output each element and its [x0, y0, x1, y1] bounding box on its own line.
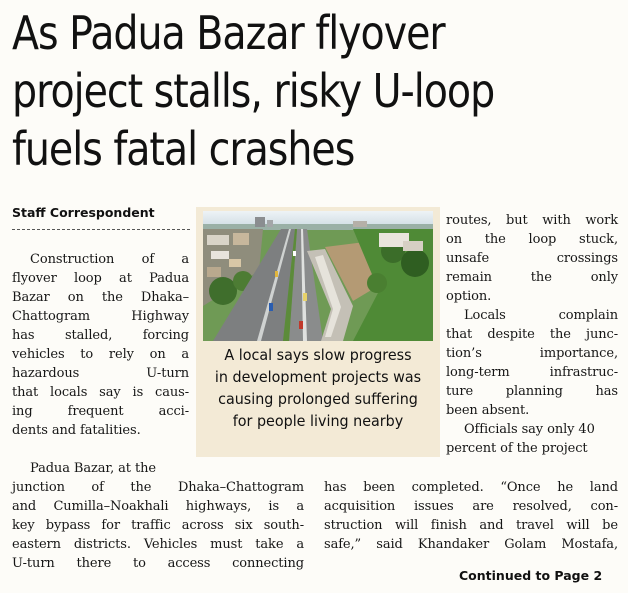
headline-line: project stalls, risky U-loop	[12, 64, 495, 118]
body-line: ture planning has	[446, 384, 618, 399]
continued-link[interactable]: Continued to Page 2	[459, 568, 603, 583]
body-line: percent of the project	[446, 441, 588, 456]
body-line: Bazar on the Dhaka–	[12, 290, 189, 305]
body-line: acquisition issues are resolved, con-	[324, 499, 618, 514]
body-line: unsafe crossings	[446, 251, 618, 266]
body-line: vehicles to rely on a	[12, 347, 189, 362]
body-line: safe,” said Khandaker Golam Mostafa,	[324, 537, 618, 552]
body-line: that locals say is caus-	[12, 385, 189, 400]
body-line: has been completed. “Once he land	[324, 480, 618, 495]
byline: Staff Correspondent	[12, 205, 155, 220]
body-line: flyover loop at Padua	[12, 271, 189, 286]
aerial-highway-photo	[203, 211, 433, 341]
caption-line: in development projects was	[214, 368, 422, 386]
article-body-column-1	[12, 250, 189, 440]
body-line: Construction of a	[30, 252, 189, 267]
body-line: remain the only	[446, 270, 618, 285]
headline-line: As Padua Bazar flyover	[12, 6, 445, 60]
body-line: routes, but with work	[446, 213, 618, 228]
photo-caption	[211, 344, 425, 432]
headline-line: fuels fatal crashes	[12, 122, 355, 176]
byline-divider	[12, 229, 190, 230]
body-line: has stalled, forcing	[12, 328, 189, 343]
headline	[12, 4, 537, 178]
caption-line: causing prolonged suffering	[218, 390, 418, 408]
body-line: that despite the junc-	[446, 327, 618, 342]
article-body-column-3-continued	[324, 478, 618, 554]
article-body-column-1-continued	[12, 459, 304, 573]
body-line: and Cumilla–Noakhali highways, is a	[12, 499, 304, 514]
body-line: on the loop stuck,	[446, 232, 618, 247]
caption-line: for people living nearby	[232, 412, 404, 430]
body-line: eastern districts. Vehicles must take a	[12, 537, 304, 552]
body-line: been absent.	[446, 403, 530, 418]
body-line: Padua Bazar, at the	[30, 461, 156, 476]
body-line: U-turn there to access connecting	[12, 556, 304, 571]
body-line: ing frequent acci-	[12, 404, 189, 419]
body-line: long-term infrastruc-	[446, 365, 618, 380]
body-line: Chattogram Highway	[12, 309, 189, 324]
caption-line: A local says slow progress	[224, 346, 412, 364]
article-body-column-3	[446, 211, 618, 458]
body-line: option.	[446, 289, 492, 304]
body-line: hazardous U-turn	[12, 366, 189, 381]
body-line: junction of the Dhaka–Chattogram	[12, 480, 304, 495]
body-line: key bypass for traffic across six south-	[12, 518, 304, 533]
body-line: dents and fatalities.	[12, 423, 141, 438]
body-line: Officials say only 40	[464, 422, 595, 437]
body-line: struction will finish and travel will be	[324, 518, 618, 533]
body-line: Locals complain	[464, 308, 618, 323]
body-line: tion’s importance,	[446, 346, 618, 361]
